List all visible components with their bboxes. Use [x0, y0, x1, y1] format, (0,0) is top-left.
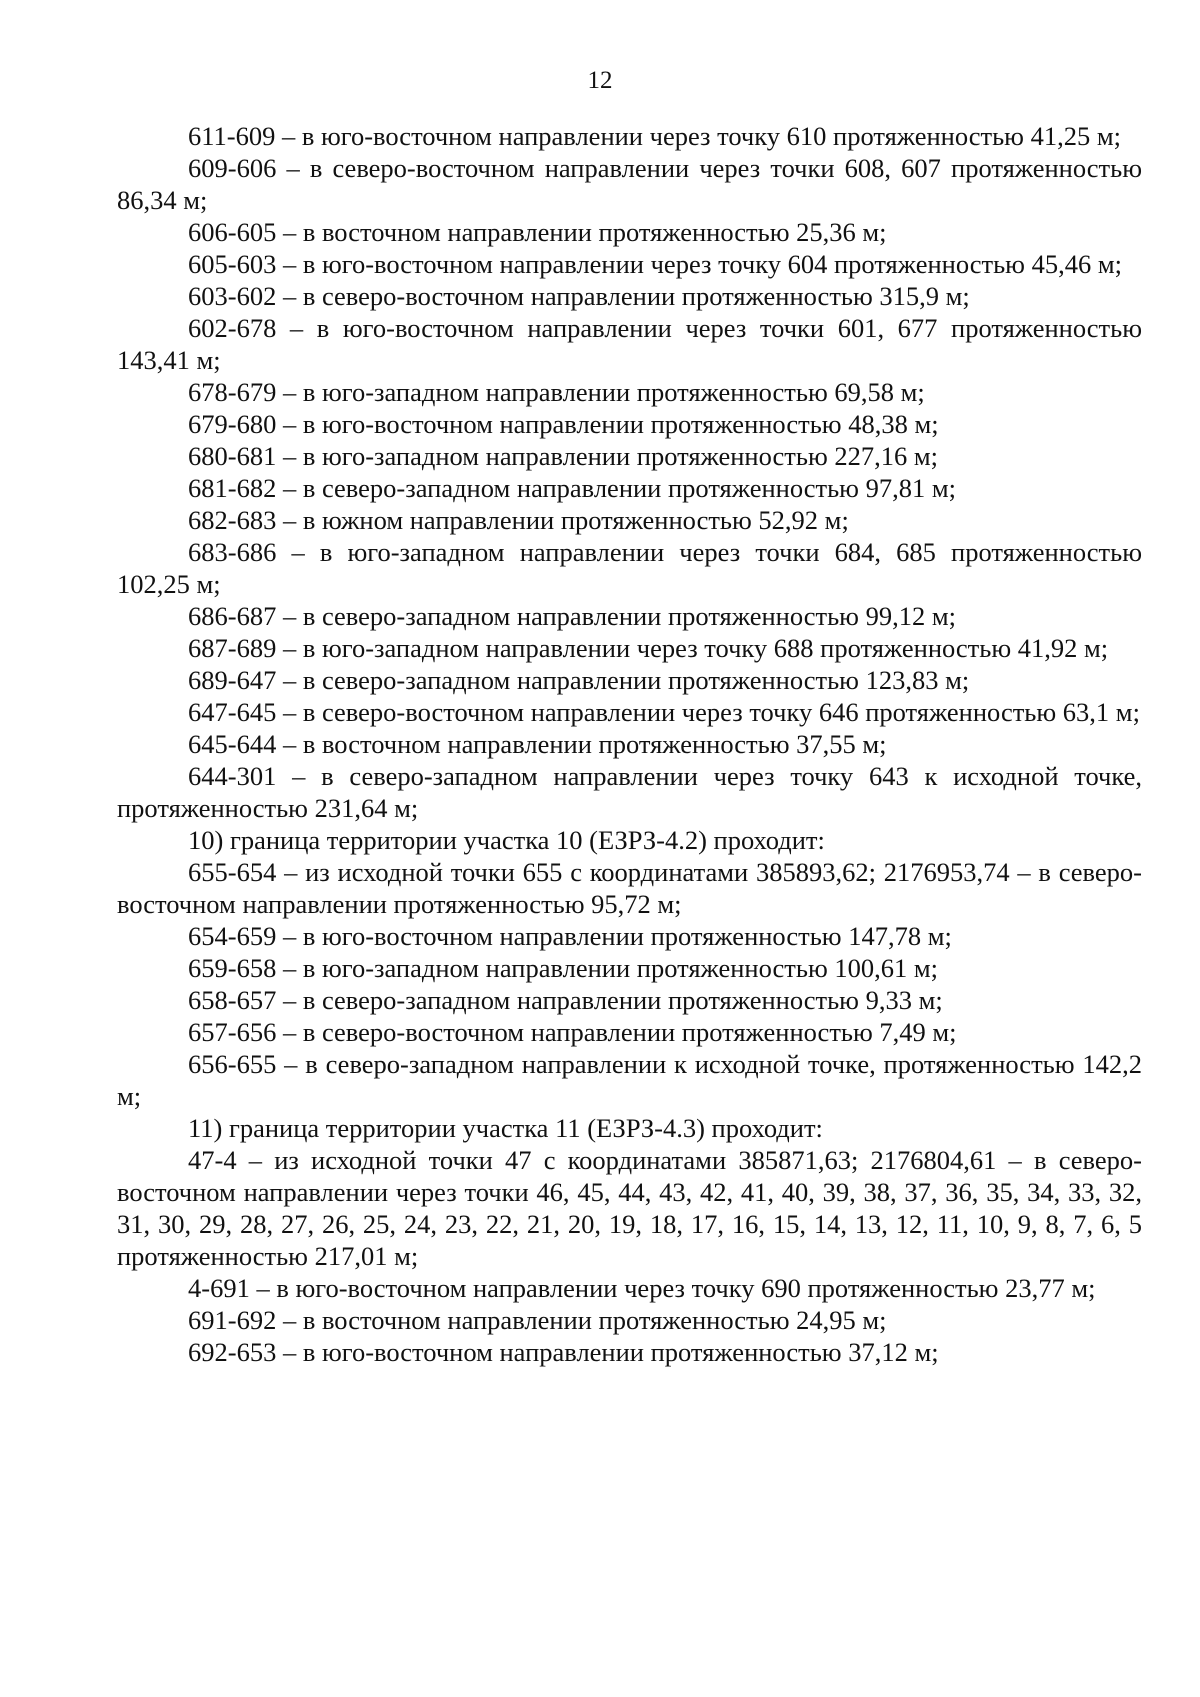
- boundary-segment-645-644: 645-644 – в восточном направлении протяженностью 37,55 м;: [188, 729, 887, 759]
- boundary-segment-679-680: 679-680 – в юго-восточном направлении протяженностью 48,38 м;: [188, 409, 939, 439]
- boundary-segment-656-655: 656-655 – в северо-западном направлении к исходной точке, протяженностью 142,2 м;: [117, 1049, 1142, 1111]
- boundary-segment-603-602: 603-602 – в северо-восточном направлении протяженностью 315,9 м;: [188, 281, 970, 311]
- boundary-segment-689-647: 689-647 – в северо-западном направлении протяженностью 123,83 м;: [188, 665, 970, 695]
- document-body: [117, 120, 1142, 1368]
- boundary-segment-4-691: 4-691 – в юго-восточном направлении через точку 690 протяженностью 23,77 м;: [188, 1273, 1096, 1303]
- boundary-segment-683-686: 683-686 – в юго-западном направлении через точки 684, 685 протяженностью 102,25 м;: [117, 537, 1142, 599]
- boundary-segment-681-682: 681-682 – в северо-западном направлении протяженностью 97,81 м;: [188, 473, 956, 503]
- boundary-segment-678-679: 678-679 – в юго-западном направлении протяженностью 69,58 м;: [188, 377, 925, 407]
- boundary-segment-611-609: 611-609 – в юго-восточном направлении через точку 610 протяженностью 41,25 м;: [188, 121, 1121, 151]
- boundary-segment-686-687: 686-687 – в северо-западном направлении протяженностью 99,12 м;: [188, 601, 956, 631]
- boundary-segment-692-653: 692-653 – в юго-восточном направлении протяженностью 37,12 м;: [188, 1337, 939, 1367]
- section-heading-plot-10: 10) граница территории участка 10 (ЕЗРЗ-4.2) проходит:: [188, 825, 825, 855]
- boundary-segment-647-645: 647-645 – в северо-восточном направлении через точку 646 протяженностью 63,1 м;: [188, 697, 1140, 727]
- boundary-segment-691-692: 691-692 – в восточном направлении протяженностью 24,95 м;: [188, 1305, 887, 1335]
- boundary-segment-654-659: 654-659 – в юго-восточном направлении протяженностью 147,78 м;: [188, 921, 952, 951]
- boundary-segment-655-654: 655-654 – из исходной точки 655 с координатами 385893,62; 2176953,74 – в северо-восточном направлении протяженностью 95,72 м;: [117, 857, 1142, 919]
- boundary-segment-605-603: 605-603 – в юго-восточном направлении через точку 604 протяженностью 45,46 м;: [188, 249, 1122, 279]
- page-number: 12: [587, 67, 613, 94]
- boundary-segment-680-681: 680-681 – в юго-западном направлении протяженностью 227,16 м;: [188, 441, 939, 471]
- boundary-segment-47-4: 47-4 – из исходной точки 47 с координатами 385871,63; 2176804,61 – в северо-восточном направлении через точки 46, 45, 44, 43, 42, 41, 40, 39, 38, 37, 36, 35, 34, 33, 32, 31, 30, 29, 28, 27, 26, 25, 24, 23, 22, 21, 20, 19, 18, 17, 16, 15, 14, 13, 12, 11, 10, 9, 8, 7, 6, 5 протяженностью 217,01 м;: [117, 1145, 1142, 1271]
- section-heading-plot-11: 11) граница территории участка 11 (ЕЗРЗ-4.3) проходит:: [188, 1113, 823, 1143]
- boundary-segment-657-656: 657-656 – в северо-восточном направлении протяженностью 7,49 м;: [188, 1017, 957, 1047]
- boundary-segment-659-658: 659-658 – в юго-западном направлении протяженностью 100,61 м;: [188, 953, 939, 983]
- boundary-segment-658-657: 658-657 – в северо-западном направлении протяженностью 9,33 м;: [188, 985, 943, 1015]
- boundary-segment-602-678: 602-678 – в юго-восточном направлении через точки 601, 677 протяженностью 143,41 м;: [117, 313, 1142, 375]
- boundary-segment-687-689: 687-689 – в юго-западном направлении через точку 688 протяженностью 41,92 м;: [188, 633, 1109, 663]
- boundary-segment-644-301: 644-301 – в северо-западном направлении через точку 643 к исходной точке, протяженностью 231,64 м;: [117, 761, 1142, 823]
- boundary-segment-682-683: 682-683 – в южном направлении протяженностью 52,92 м;: [188, 505, 849, 535]
- boundary-segment-609-606: 609-606 – в северо-восточном направлении через точки 608, 607 протяженностью 86,34 м;: [117, 153, 1142, 215]
- boundary-segment-606-605: 606-605 – в восточном направлении протяженностью 25,36 м;: [188, 217, 887, 247]
